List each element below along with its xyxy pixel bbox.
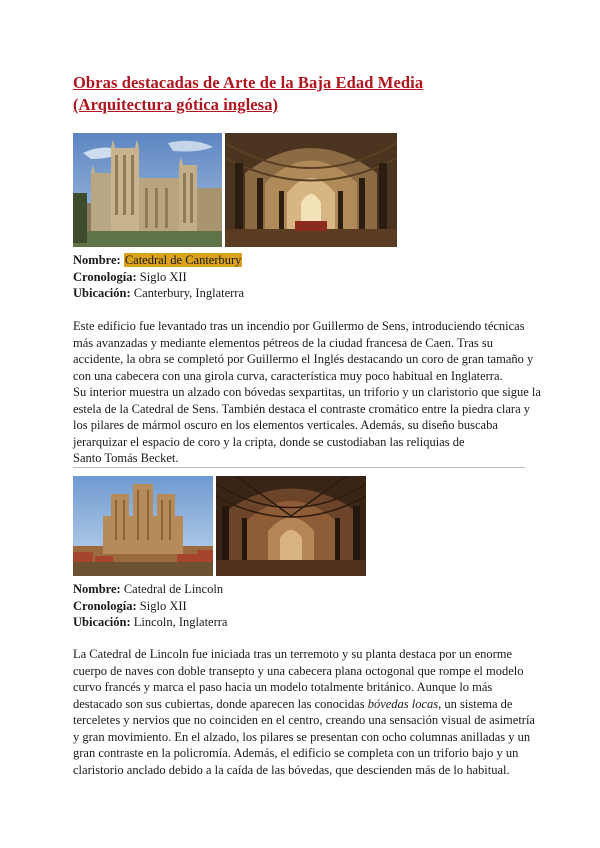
- paragraph-line: estela de la Catedral de Sens. También destaca el contraste cromático entre la piedra clara y: [73, 401, 531, 416]
- paragraph-fragment: , un sistema de: [438, 696, 513, 711]
- canterbury-chronology-row: [73, 269, 244, 286]
- lincoln-location-row: [73, 614, 227, 631]
- location-label: Ubicación:: [73, 286, 131, 300]
- canterbury-chronology-value: Siglo XII: [139, 269, 187, 284]
- paragraph-line: Su interior muestra un alzado con bóvedas sexpartitas, un triforio y un claristorio que sigue la: [73, 385, 541, 399]
- page-title: [73, 72, 533, 116]
- lincoln-location-value: Lincoln, Inglaterra: [133, 615, 228, 629]
- lincoln-info: [73, 581, 227, 631]
- paragraph-line: Santo Tomás Becket.: [73, 451, 179, 465]
- lincoln-exterior-photo: [73, 476, 213, 576]
- name-label: Nombre:: [73, 582, 121, 596]
- canterbury-exterior-photo: [73, 133, 222, 247]
- paragraph-line: curvo francés y marca el paso hacia un modelo totalmente británico. Aunque lo más: [73, 680, 493, 694]
- paragraph-fragment: destacado son sus cubiertas, donde aparecen las conocidas: [73, 696, 365, 711]
- paragraph-line: cuerpo de naves con doble transepto y una cabecera plana octogonal que rompe el modelo: [73, 663, 524, 678]
- title-line-2: (Arquitectura gótica inglesa): [73, 95, 279, 114]
- lincoln-chronology-value: Siglo XII: [139, 598, 187, 613]
- chronology-label: Cronología:: [73, 269, 137, 284]
- paragraph-line: y gran movimiento. En el alzado, los pilares se presentan con ocho columnas anilladas y un: [73, 729, 531, 744]
- location-label: Ubicación:: [73, 615, 131, 629]
- canterbury-name-row: [73, 252, 244, 269]
- paragraph-line: con una cabecera con una girola curva, característica muy poco habitual en Inglaterra.: [73, 368, 503, 383]
- canterbury-location-value: Canterbury, Inglaterra: [133, 286, 245, 300]
- paragraph-line: claristorio anclado debido a la caída de las bóvedas, que descienden más de lo habitual.: [73, 762, 510, 777]
- lincoln-interior-photo: [216, 476, 366, 576]
- canterbury-interior-photo: [225, 133, 397, 247]
- lincoln-name-row: [73, 581, 227, 598]
- canterbury-location-row: [73, 285, 244, 302]
- italic-term: bóvedas locas: [367, 696, 439, 711]
- name-label: Nombre:: [73, 253, 121, 267]
- paragraph-line: La Catedral de Lincoln fue iniciada tras un terremoto y su planta destaca por un enorme: [73, 647, 513, 661]
- paragraph-line: [73, 696, 528, 713]
- lincoln-chronology-row: [73, 598, 227, 615]
- lincoln-description: [73, 646, 535, 778]
- canterbury-info: [73, 252, 244, 302]
- paragraph-line: gran contraste en la policromía. Además, el edificio se completa con un triforio bajo y un: [73, 746, 519, 760]
- paragraph-line: terceletes y nervios que no coinciden en el centro, creando una sensación visual de asimetría: [73, 713, 535, 727]
- paragraph-line: accidente, la obra se completó por Guillermo el Inglés destacando un coro de gran tamaño y: [73, 352, 534, 366]
- paragraph-line: Este edificio fue levantado tras un incendio por Guillermo de Sens, introduciendo técnicas: [73, 319, 525, 333]
- lincoln-name-value: Catedral de Lincoln: [123, 582, 224, 596]
- paragraph-line: más avanzadas y mediante elementos pétreos de la ciudad francesa de Caen. Tras su: [73, 335, 493, 350]
- chronology-label: Cronología:: [73, 598, 137, 613]
- section-divider: [73, 467, 525, 468]
- title-line-1: Obras destacadas de Arte de la Baja Edad Media: [73, 73, 424, 92]
- canterbury-name-value: Catedral de Canterbury: [124, 253, 242, 267]
- paragraph-line: jerarquizar el espacio de coro y la cripta, donde se custodiaban las reliquias de: [73, 434, 465, 449]
- paragraph-line: los pilares de mármol oscuro en los elementos verticales. Además, su diseño buscaba: [73, 418, 498, 432]
- canterbury-description: [73, 318, 541, 467]
